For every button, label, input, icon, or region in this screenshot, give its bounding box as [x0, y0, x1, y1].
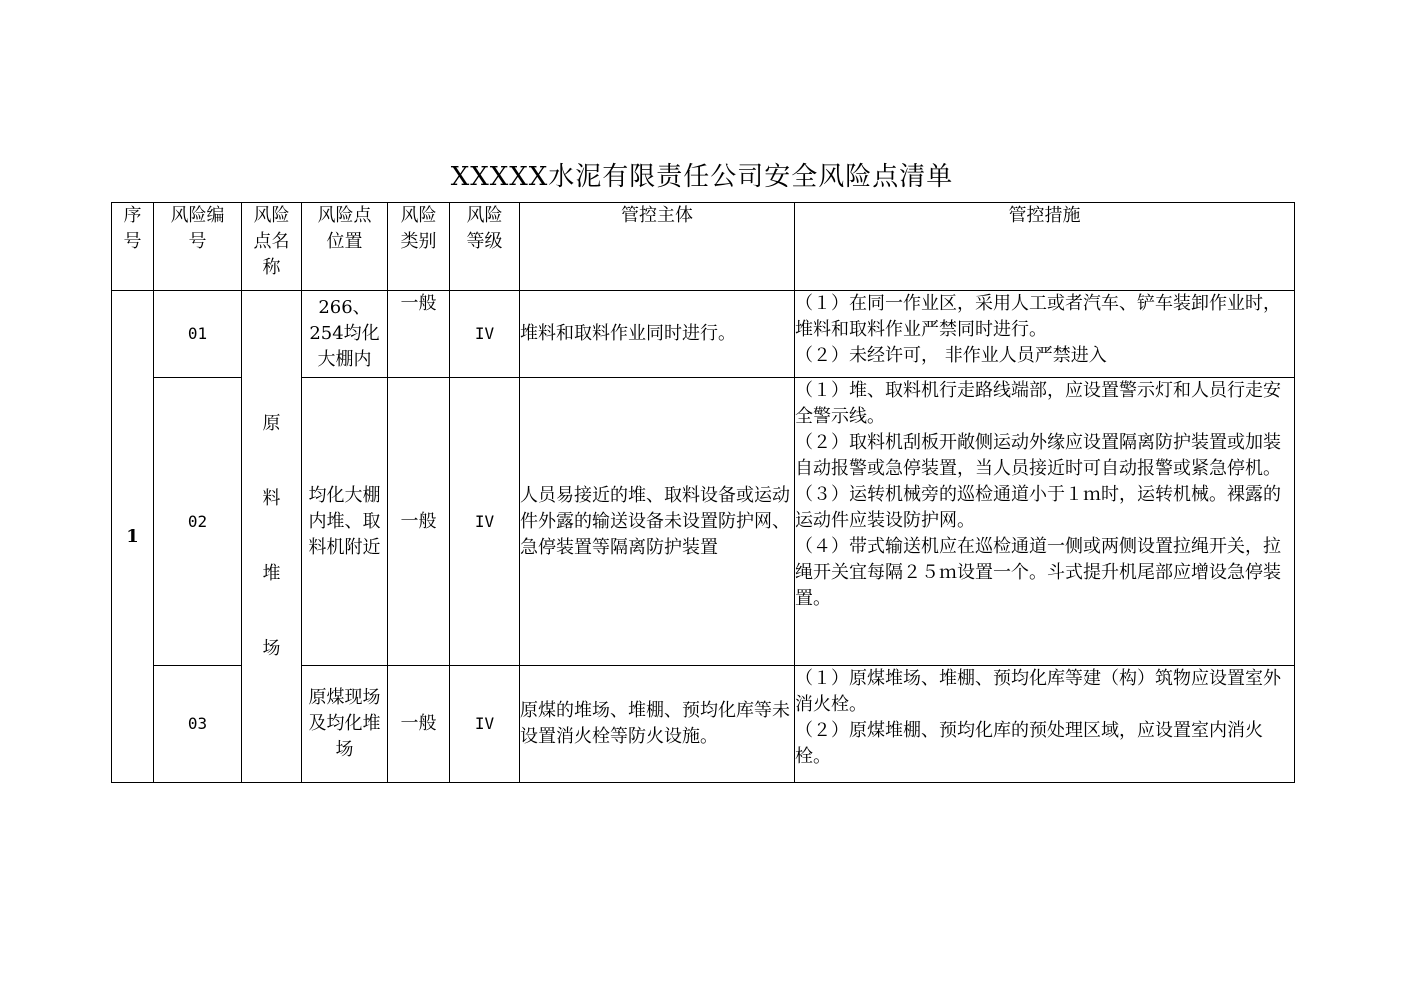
control-measures: [795, 666, 1295, 783]
header-measures: 管控措施: [795, 203, 1295, 291]
control-measures: [795, 378, 1295, 666]
risk-code: 03: [154, 666, 242, 783]
header-point-name: 风险点名称: [242, 203, 302, 291]
header-risk-code: 风险编号: [154, 203, 242, 291]
measure-item: （１）原煤堆场、堆棚、预均化库等建（构）筑物应设置室外消火栓。: [795, 668, 1281, 715]
risk-location: 原煤现场及均化堆场: [302, 666, 388, 783]
header-row: [112, 203, 1295, 291]
risk-code: 01: [154, 291, 242, 378]
group-seq: 1: [112, 291, 154, 783]
risk-level: IV: [450, 378, 520, 666]
risk-category: 一般: [388, 291, 450, 378]
risk-table: [111, 202, 1295, 783]
point-name-char: 原: [262, 413, 281, 434]
header-location: 风险点位置: [302, 203, 388, 291]
header-category: 风险类别: [388, 203, 450, 291]
group-point-name: [242, 291, 302, 783]
point-name-char: 场: [262, 638, 281, 659]
measure-item: （１）在同一作业区，采用人工或者汽车、铲车装卸作业时，堆料和取料作业严禁同时进行。: [795, 293, 1281, 340]
risk-level: IV: [450, 666, 520, 783]
measure-item: （４）带式输送机应在巡检通道一侧或两侧设置拉绳开关，拉绳开关宜每隔２５ｍ设置一个。斗式提升机尾部应增设急停装置。: [795, 536, 1281, 609]
risk-location: 266、254均化大棚内: [302, 291, 388, 378]
control-subject: 人员易接近的堆、取料设备或运动件外露的输送设备未设置防护网、急停装置等隔离防护装置: [520, 378, 795, 666]
risk-level: IV: [450, 291, 520, 378]
measure-item: （１）堆、取料机行走路线端部，应设置警示灯和人员行走安全警示线。: [795, 380, 1281, 427]
measure-item: （２）取料机刮板开敞侧运动外缘应设置隔离防护装置或加装自动报警或急停装置，当人员接近时可自动报警或紧急停机。: [795, 432, 1281, 479]
risk-category: 一般: [388, 378, 450, 666]
control-measures: [795, 291, 1295, 378]
page-title: XXXXX水泥有限责任公司安全风险点清单: [450, 162, 954, 192]
risk-code: 02: [154, 378, 242, 666]
control-subject: 原煤的堆场、堆棚、预均化库等未设置消火栓等防火设施。: [520, 666, 795, 783]
header-subject: 管控主体: [520, 203, 795, 291]
point-name-char: 堆: [262, 563, 281, 584]
header-level: 风险等级: [450, 203, 520, 291]
header-seq: 序号: [112, 203, 154, 291]
risk-location: 均化大棚内堆、取料机附近: [302, 378, 388, 666]
risk-category: 一般: [388, 666, 450, 783]
measure-item: （２）原煤堆棚、预均化库的预处理区域，应设置室内消火栓。: [795, 720, 1263, 767]
table-row: [112, 291, 1295, 378]
measure-item: （２）未经许可， 非作业人员严禁进入: [795, 345, 1107, 366]
point-name-char: 料: [262, 488, 281, 509]
control-subject: 堆料和取料作业同时进行。: [520, 291, 795, 378]
measure-item: （３）运转机械旁的巡检通道小于１ｍ时，运转机械。裸露的运动件应装设防护网。: [795, 484, 1281, 531]
